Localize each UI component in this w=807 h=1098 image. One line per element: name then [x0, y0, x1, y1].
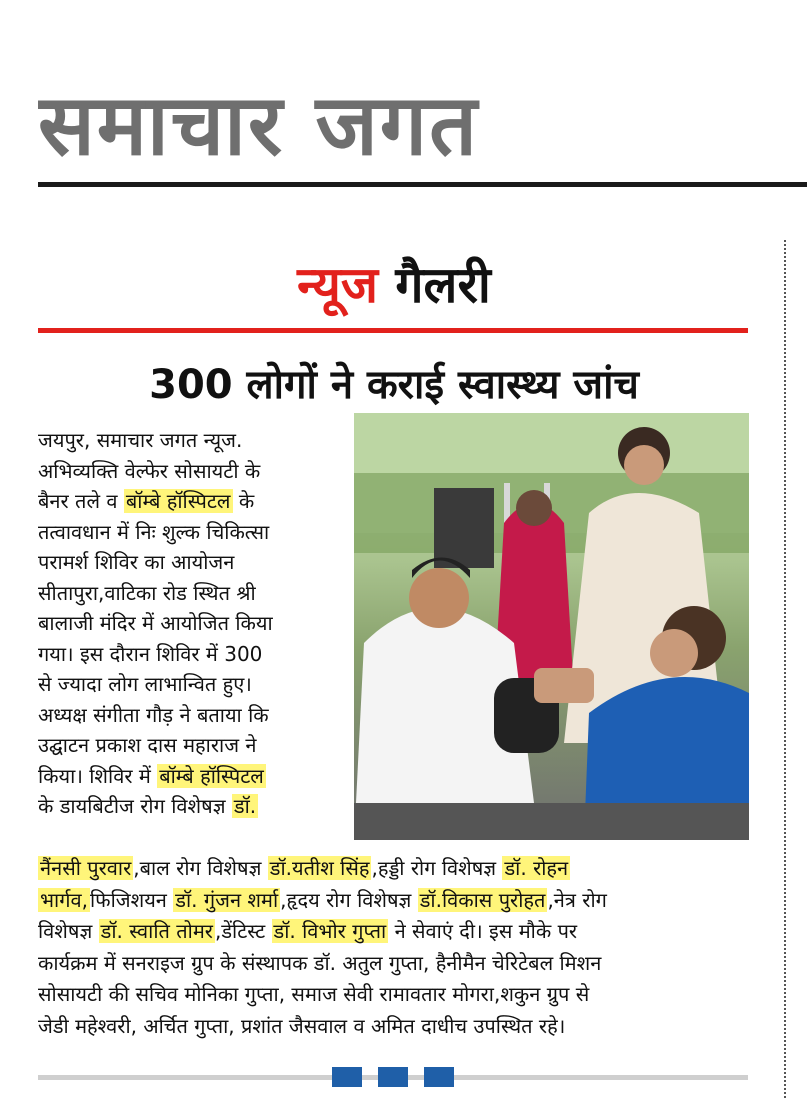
text-segment: सीतापुरा,वाटिका रोड स्थित श्री: [38, 580, 256, 605]
highlighted-text: डॉ. गुंजन शर्मा: [175, 887, 279, 912]
text-segment: जेडी महेश्वरी, अर्चित गुप्ता, प्रशांत जैसवाल व अमित दाधीच उपस्थित रहे।: [38, 1013, 566, 1038]
text-segment: से ज्यादा लोग लाभान्वित हुए।: [38, 672, 252, 696]
highlighted-text: डॉ. विभोर गुप्ता: [273, 919, 387, 943]
article-photo: [354, 413, 749, 840]
column-divider: [784, 240, 786, 1098]
text-segment: गया। इस दौरान शिविर में 300: [38, 641, 263, 666]
highlighted-text: बॉम्बे हॉस्पिटल: [159, 763, 264, 788]
text-segment: जयपुर, समाचार जगत न्यूज.: [38, 428, 243, 452]
text-line: [38, 547, 350, 578]
footer-square: [378, 1067, 408, 1087]
section-rule: [38, 328, 748, 333]
text-line: [38, 425, 350, 456]
text-line: [38, 669, 350, 700]
text-line: [38, 916, 750, 948]
text-segment: अभिव्यक्ति वेल्फेर सोसायटी के: [38, 458, 261, 483]
article-headline: 300 लोगों ने कराई स्वास्थ्य जांच: [149, 362, 639, 408]
section-title-red: न्यूज: [297, 256, 378, 314]
text-line: [38, 761, 350, 792]
text-line: [38, 486, 350, 517]
text-segment: तत्वावधान में निः शुल्क चिकित्सा: [38, 519, 270, 544]
footer-square: [332, 1067, 362, 1087]
text-segment: परामर्श शिविर का आयोजन: [38, 550, 235, 574]
text-segment: कार्यक्रम में सनराइज ग्रुप के संस्थापक डॉ. अतुल गुप्ता, हैनीमैन चेरिटेबल मिशन: [38, 950, 602, 975]
highlighted-text: डॉ. रोहन: [504, 856, 569, 880]
text-segment: किया। शिविर में: [38, 763, 158, 788]
text-line: [38, 1011, 750, 1043]
text-line: [38, 979, 750, 1011]
text-line: [38, 578, 350, 609]
text-line: [38, 700, 350, 731]
text-line: [38, 730, 350, 761]
highlighted-text: डॉ.: [233, 794, 257, 818]
text-line: [38, 608, 350, 639]
text-line: [38, 853, 750, 885]
section-title-dark: गैलरी: [395, 256, 491, 314]
highlighted-text: डॉ.यतीश सिंह: [269, 856, 370, 880]
highlighted-text: भार्गव,: [40, 887, 88, 912]
text-segment: ,नेत्र रोग: [547, 887, 607, 912]
text-segment: फिजिशयन: [89, 887, 174, 912]
text-segment: बैनर तले व: [38, 489, 124, 513]
text-segment: विशेषज्ञ: [38, 919, 99, 943]
text-segment: के: [232, 489, 255, 513]
article-column-text: [38, 425, 350, 822]
footer-square: [424, 1067, 454, 1087]
article-full-width-text: [38, 853, 750, 1042]
text-line: [38, 517, 350, 548]
section-title: [38, 250, 750, 320]
text-segment: सोसायटी की सचिव मोनिका गुप्ता, समाज सेवी रामावतार मोगरा,शकुन ग्रुप से: [38, 982, 590, 1006]
text-segment: ,डेंटिस्ट: [214, 919, 272, 943]
text-segment: ,हड्डी रोग विशेषज्ञ: [371, 856, 503, 880]
highlighted-text: डॉ.विकास पुरोहत: [419, 887, 546, 912]
text-segment: के डायबिटीज रोग विशेषज्ञ: [38, 794, 232, 818]
text-line: [38, 948, 750, 980]
text-segment: बालाजी मंदिर में आयोजित किया: [38, 611, 273, 635]
highlighted-text: डॉ. स्वाति तोमर: [100, 919, 213, 943]
text-line: [38, 885, 750, 917]
text-line: [38, 639, 350, 670]
text-line: [38, 791, 350, 822]
text-segment: ने सेवाएं दी। इस मौके पर: [388, 919, 578, 943]
text-line: [38, 456, 350, 487]
text-segment: ,हृदय रोग विशेषज्ञ: [280, 887, 418, 912]
highlighted-text: बॉम्बे हॉस्पिटल: [125, 489, 231, 513]
text-segment: अध्यक्ष संगीता गौड़ ने बताया कि: [38, 702, 269, 727]
text-segment: ,बाल रोग विशेषज्ञ: [133, 856, 268, 880]
masthead-title: समाचार जगत: [38, 76, 479, 174]
masthead-rule: [38, 182, 807, 187]
photo-illustration: [354, 413, 749, 840]
highlighted-text: नैंनसी पुरवार: [40, 856, 132, 880]
text-segment: उद्घाटन प्रकाश दास महाराज ने: [38, 733, 257, 757]
